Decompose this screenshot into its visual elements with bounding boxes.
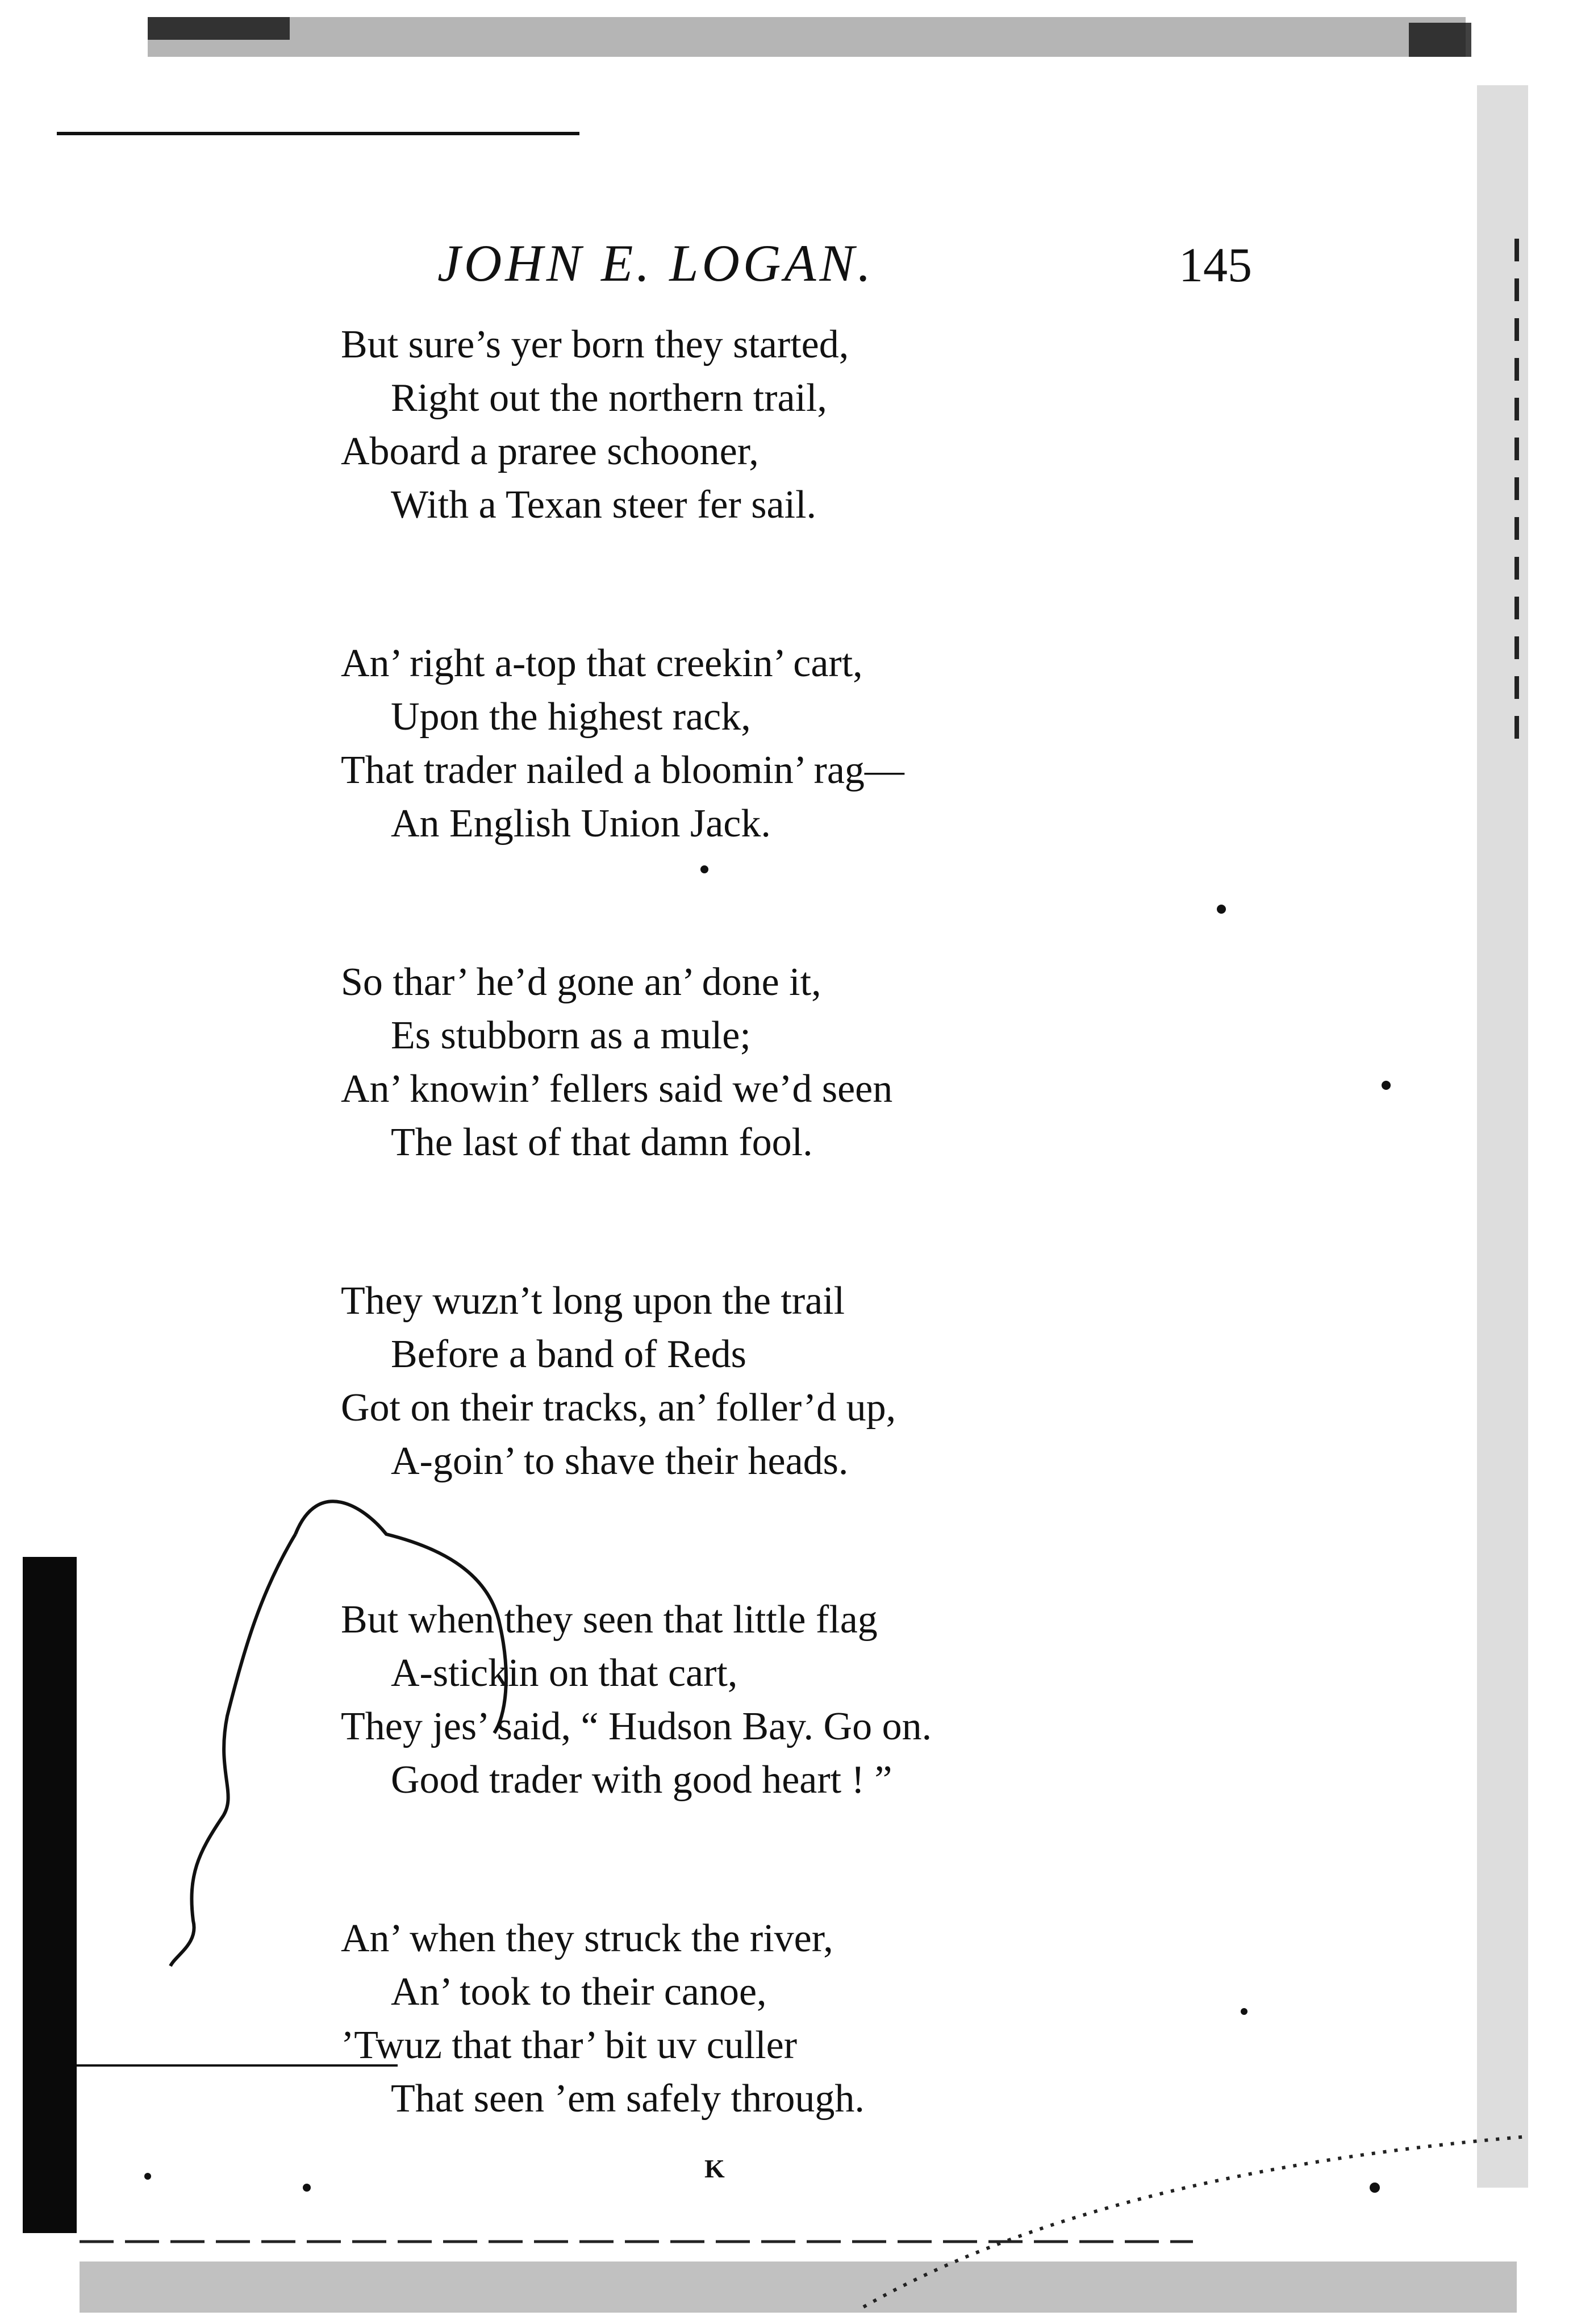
stanza	[341, 637, 1250, 851]
top-edge-noise	[148, 17, 1466, 57]
poem-line: Upon the highest rack,	[391, 695, 751, 739]
page-header-title: JOHN E. LOGAN.	[437, 234, 874, 292]
right-edge-noise	[1477, 85, 1528, 2188]
poem-line: The last of that damn fool.	[391, 1121, 813, 1164]
stanza	[341, 1912, 1250, 2126]
poem-line: With a Texan steer fer sail.	[391, 483, 817, 527]
poem-line: Got on their tracks, an’ foller’d up,	[341, 1386, 896, 1430]
poem-line: So thar’ he’d gone an’ done it,	[341, 960, 821, 1004]
left-edge-bar	[23, 1557, 77, 2233]
poem-body	[341, 318, 1250, 2231]
poem-line: They wuzn’t long upon the trail	[341, 1279, 845, 1323]
poem-line: But sure’s yer born they started,	[341, 323, 849, 366]
page-number: 145	[1179, 238, 1252, 292]
poem-line: That trader nailed a bloomin’ rag—	[341, 748, 904, 792]
bottom-edge-noise	[80, 2261, 1517, 2313]
poem-line: Es stubborn as a mule;	[391, 1014, 751, 1057]
poem-line: Good trader with good heart ! ”	[391, 1758, 892, 1802]
stanza	[341, 956, 1250, 1169]
poem-line: That seen ’em safely through.	[391, 2077, 865, 2121]
poem-line: Before a band of Reds	[391, 1332, 746, 1376]
poem-line: ’Twuz that thar’ bit uv culler	[341, 2023, 798, 2067]
running-head	[0, 233, 1573, 295]
signature-mark: K	[704, 2154, 726, 2183]
poem-line: Right out the northern trail,	[391, 376, 827, 420]
stanza	[341, 1275, 1250, 1488]
poem-line: A-goin’ to shave their heads.	[391, 1439, 849, 1483]
poem-line: An English Union Jack.	[391, 802, 771, 846]
poem-line: A-stickin on that cart,	[391, 1651, 738, 1695]
poem-line: Aboard a praree schooner,	[341, 430, 759, 473]
poem-line: An’ when they struck the river,	[341, 1917, 833, 1960]
stanza	[341, 1593, 1250, 1807]
poem-line: An’ knowin’ fellers said we’d seen	[341, 1067, 893, 1111]
stanza	[341, 318, 1250, 532]
poem-line: They jes’ said, “ Hudson Bay. Go on.	[341, 1705, 932, 1748]
poem-line: An’ right a-top that creekin’ cart,	[341, 642, 863, 685]
poem-line: But when they seen that little flag	[341, 1598, 878, 1642]
poem-line: An’ took to their canoe,	[391, 1970, 767, 2014]
